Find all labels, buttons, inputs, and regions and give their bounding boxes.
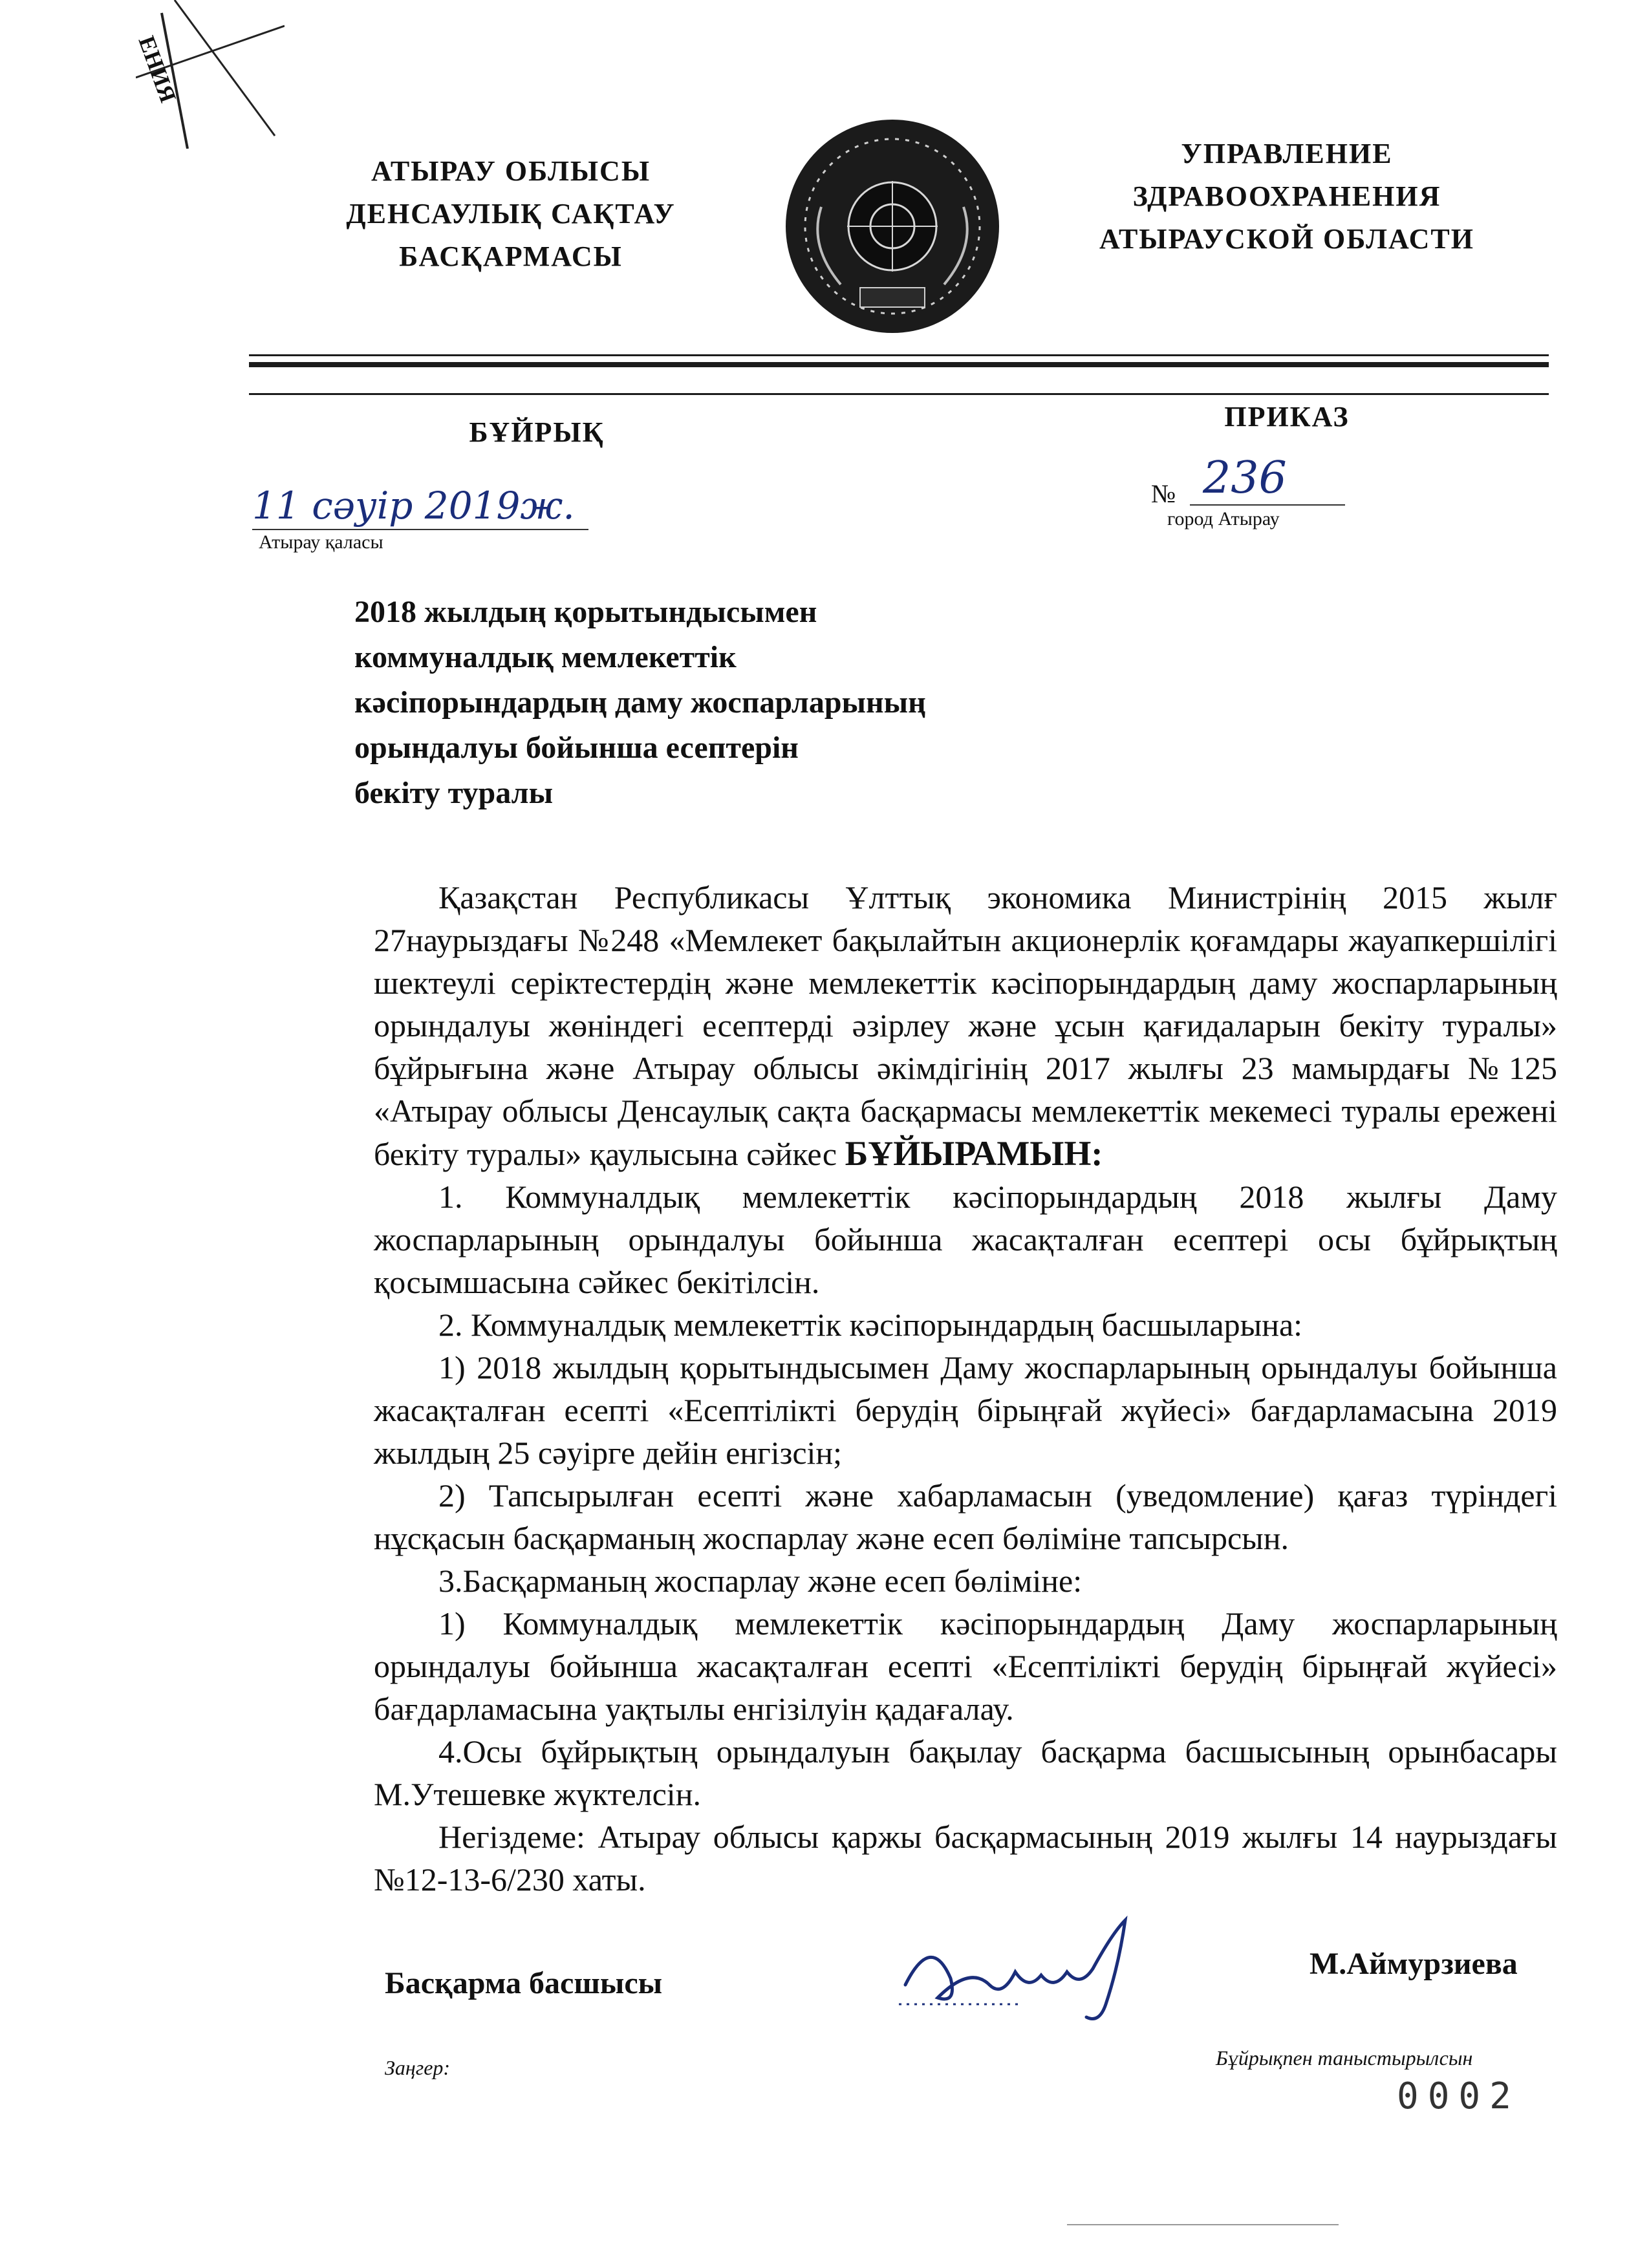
signer-position: Басқарма басшысы xyxy=(385,1966,663,2000)
number-label: № xyxy=(1151,479,1176,508)
org-name-ru-line2: ЗДРАВООХРАНЕНИЯ xyxy=(1132,180,1441,212)
title-line4: орындалуы бойынша есептерін xyxy=(354,731,799,765)
signature-scribble xyxy=(892,1907,1190,2030)
document-title xyxy=(354,590,1163,816)
org-name-kz xyxy=(291,150,731,278)
number-underline xyxy=(1190,504,1345,506)
signer-name: М.Аймурзиева xyxy=(1310,1947,1518,1981)
header-divider-thin xyxy=(249,354,1549,356)
header-divider-bottom xyxy=(249,393,1549,395)
emblem-icon xyxy=(782,116,1002,336)
doc-type-ru: ПРИКАЗ xyxy=(1224,401,1350,433)
item-4: 4.Осы бұйрықтың орындалуын бақылау басқарма басшысының орынбасары М.Утешевке жүктелсін. xyxy=(374,1733,1557,1812)
item-2-1: 1) 2018 жылдың қорытындысымен Даму жоспарларының орындалуы бойынша жасақталған есепті «Есептілікті берудің бірыңғай жүйесі» бағдарламасына 2019 жылдың 25 сәуірге дейін енгізсін; xyxy=(374,1349,1557,1471)
city-kz: Атырау қаласы xyxy=(259,531,383,553)
basis-note: Негіздеме: Атырау облысы қаржы басқармасының 2019 жылғы 14 наурыздағы №12-13-6/230 хаты. xyxy=(374,1819,1557,1898)
org-name-ru-line3: АТЫРАУСКОЙ ОБЛАСТИ xyxy=(1099,223,1474,255)
city-ru: город Атырау xyxy=(1167,508,1280,530)
title-line1: 2018 жылдың қорытындысымен xyxy=(354,595,817,629)
page-number: 0002 xyxy=(1397,2075,1520,2117)
title-line5: бекіту туралы xyxy=(354,776,554,810)
corner-stamp-text: ЕНИЯ xyxy=(133,32,182,106)
item-2: 2. Коммуналдық мемлекеттік кәсіпорындардың басшыларына: xyxy=(438,1307,1303,1343)
body-intro-text: Қазақстан Республикасы Ұлттық экономика Министрінің 2015 жылғ 27наурыздағы №248 «Мемлекет бақылайтын акционерлік қоғамдары жауапкершілігі шектеулі серіктестердің және мемлекеттік кәсіпорындардың даму жоспарларының орындалуы жөніндегі есептерді әзірлеу және ұсын қағидаларын бекіту туралы» бұйрығына және Атырау облысы әкімдігінің 2017 жылғы 23 мамырдағы №125 «Атырау облысы Денсаулық сақта басқармасы мемлекеттік мекемесі туралы ережені бекіту туралы» қаулысына сәйкес xyxy=(374,879,1557,1172)
lawyer-label: Заңгер: xyxy=(385,2056,451,2079)
footer-rule xyxy=(1067,2224,1339,2225)
body-intro xyxy=(374,876,1557,1175)
date-underline xyxy=(252,529,588,530)
title-line2: коммуналдық мемлекеттік xyxy=(354,640,737,674)
order-word: БҰЙЫРАМЫН: xyxy=(845,1134,1103,1173)
state-emblem xyxy=(782,116,1002,336)
org-name-ru xyxy=(1061,133,1513,261)
org-name-kz-line1: АТЫРАУ ОБЛЫСЫ xyxy=(371,155,651,187)
document-body xyxy=(374,876,1557,1901)
org-name-ru-line1: УПРАВЛЕНИЕ xyxy=(1181,138,1393,169)
doc-type-kz: БҰЙРЫҚ xyxy=(469,416,605,448)
item-3: 3.Басқарманың жоспарлау және есеп бөліміне: xyxy=(438,1563,1083,1599)
org-name-kz-line2: ДЕНСАУЛЫҚ САҚТАУ xyxy=(346,198,676,230)
item-3-1: 1) Коммуналдық мемлекеттік кәсіпорындардың Даму жоспарларының орындалуы бойынша жасақталған есепті «Есептілікті берудің бірыңғай жүйесі» бағдарламасына уақтылы енгізілуін қадағалау. xyxy=(374,1605,1557,1727)
corner-stamp xyxy=(133,0,285,149)
item-2-2: 2) Тапсырылған есепті және хабарламасын (уведомление) қағаз түріндегі нұсқасын басқарманың жоспарлау және есеп бөліміне тапсырсын. xyxy=(374,1477,1557,1556)
item-1: 1. Коммуналдық мемлекеттік кәсіпорындардың 2018 жылғы Даму жоспарларының орындалуы бойынша жасақталған есептері осы бұйрықтың қосымшасына сәйкес бекітілсін. xyxy=(374,1179,1557,1300)
title-line3: кәсіпорындардың даму жоспарларының xyxy=(354,685,926,720)
header-divider-thick xyxy=(249,362,1549,367)
signature xyxy=(892,1907,1190,2030)
org-name-kz-line3: БАСҚАРМАСЫ xyxy=(399,241,623,272)
acquainted-label: Бұйрықпен таныстырылсын xyxy=(1216,2046,1473,2070)
number-handwritten: 236 xyxy=(1203,453,1287,504)
date-handwritten: 11 сәуір 2019ж. xyxy=(252,484,575,528)
